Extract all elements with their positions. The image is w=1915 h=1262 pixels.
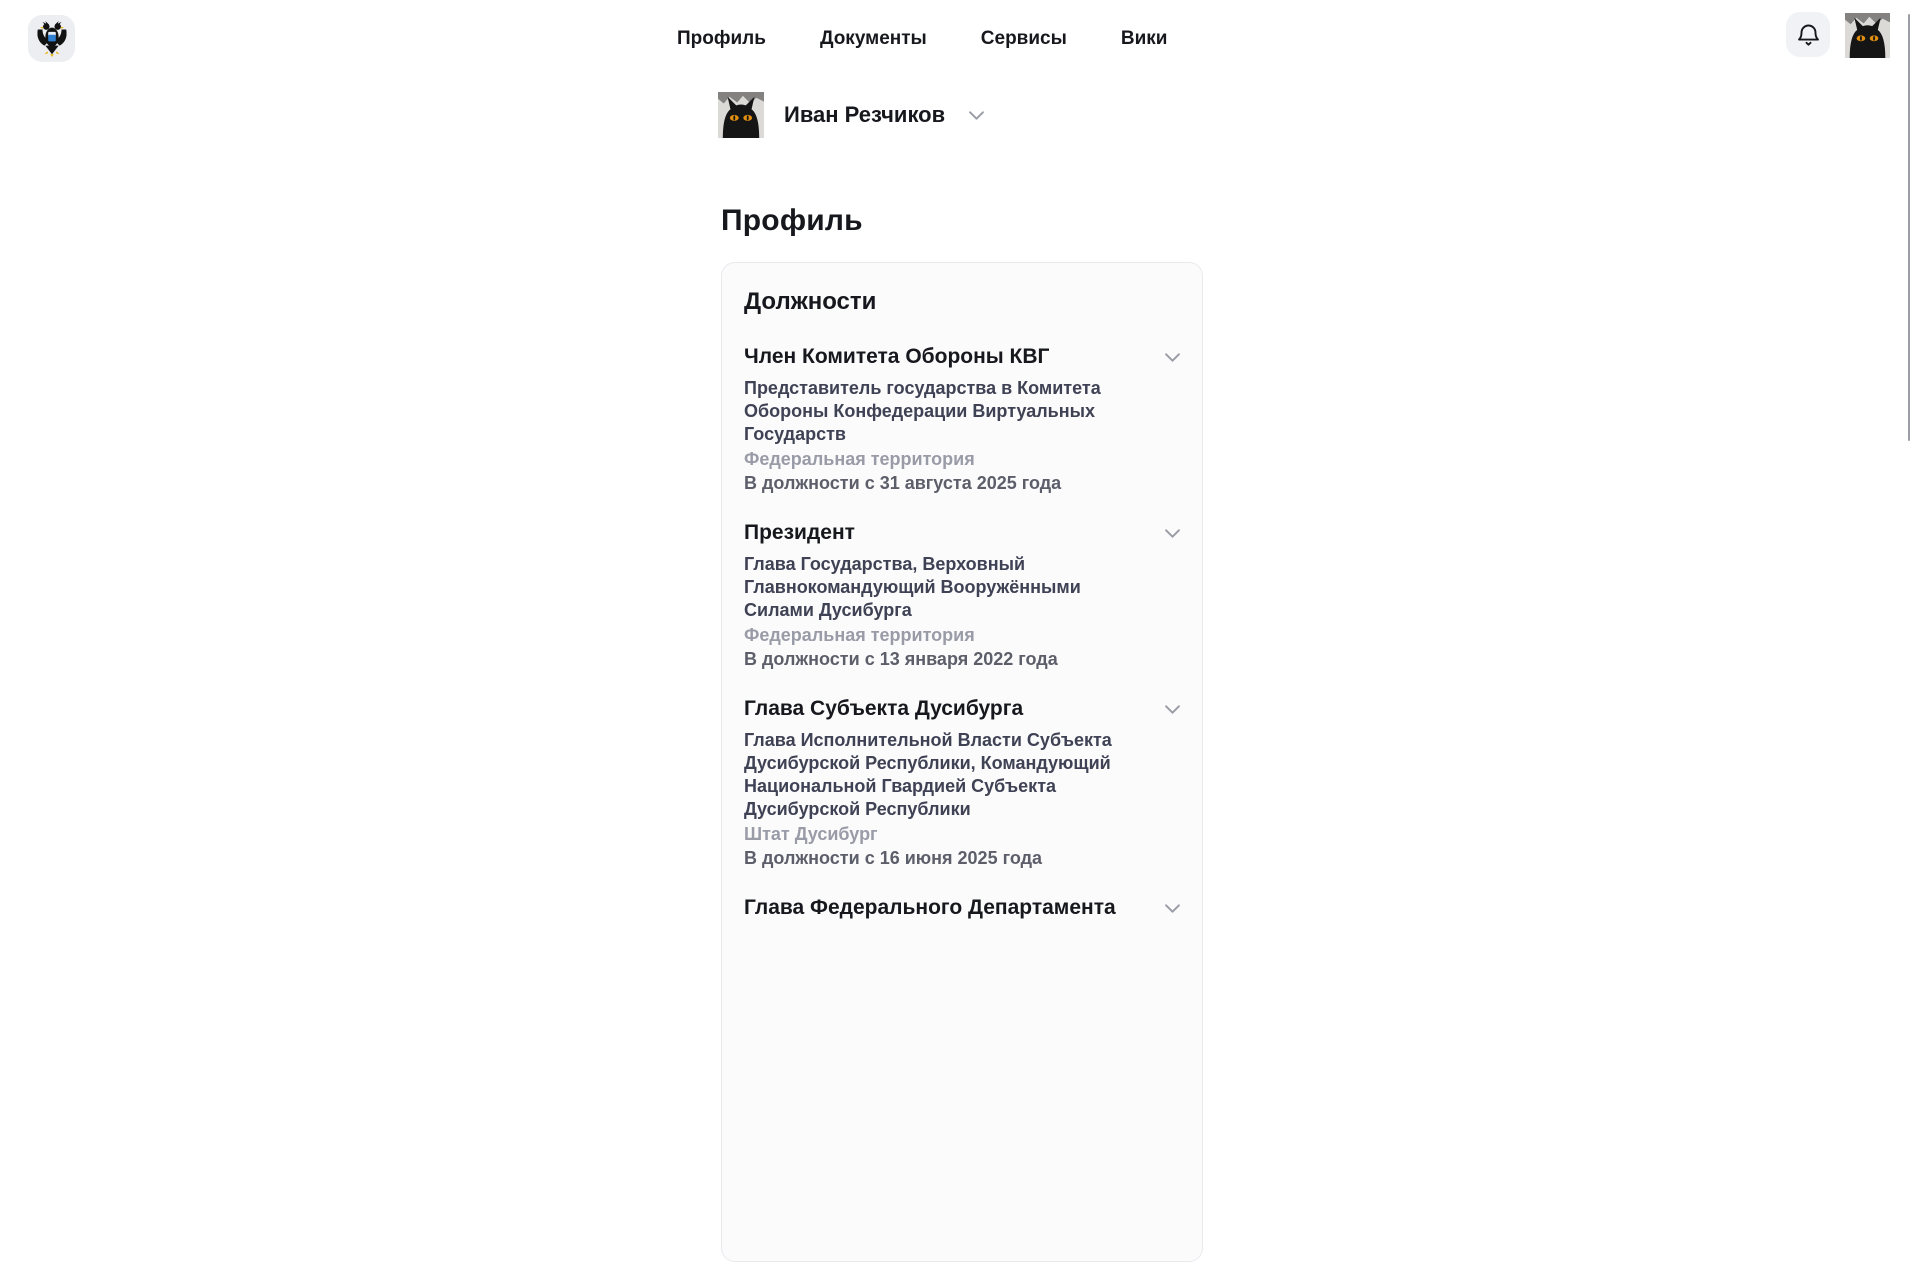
position-item	[744, 521, 1180, 671]
position-item	[744, 345, 1180, 495]
user-menu-chevron-down-icon[interactable]	[969, 111, 984, 120]
position-description: Представитель государства в Комитета Обороны Конфедерации Виртуальных Государств	[744, 378, 1101, 444]
header-user-avatar[interactable]	[1845, 13, 1890, 58]
position-title: Глава Федерального Департамента	[744, 896, 1116, 919]
position-header[interactable]	[744, 697, 1180, 721]
position-item	[744, 697, 1180, 870]
chevron-down-icon[interactable]	[1165, 529, 1180, 538]
notifications-button[interactable]	[1786, 12, 1830, 57]
chevron-down-icon[interactable]	[1165, 904, 1180, 913]
page-scrollbar[interactable]	[1908, 14, 1910, 441]
user-name: Иван Резчиков	[784, 102, 946, 127]
page-title: Профиль	[721, 204, 863, 237]
nav-item-documents[interactable]: Документы	[819, 28, 927, 49]
position-tenure: В должности с 31 августа 2025 года	[744, 473, 1062, 493]
position-territory: Федеральная территория	[744, 625, 975, 645]
position-tenure: В должности с 13 января 2022 года	[744, 649, 1058, 669]
position-territory: Штат Дусибург	[744, 824, 878, 844]
nav-item-wiki[interactable]: Вики	[1120, 28, 1168, 49]
position-item	[744, 896, 1180, 920]
position-description: Глава Государства, Верховный Главнокомандующий Вооружёнными Силами Дусибурга	[744, 554, 1081, 620]
chevron-down-icon[interactable]	[1165, 705, 1180, 714]
position-title: Глава Субъекта Дусибурга	[744, 697, 1024, 720]
chevron-down-icon[interactable]	[1165, 353, 1180, 362]
position-description: Глава Исполнительной Власти Субъекта Дусибурской Республики, Командующий Национальной Гвардией Субъекта Дусибурской Республики	[744, 730, 1112, 819]
main-navigation	[677, 8, 1167, 70]
position-header[interactable]	[744, 345, 1180, 369]
bell-icon	[1795, 21, 1822, 48]
position-header[interactable]	[744, 521, 1180, 545]
positions-card	[721, 262, 1203, 1262]
position-header[interactable]	[744, 896, 1180, 920]
eagle-emblem-icon	[33, 20, 71, 58]
position-title: Член Комитета Обороны КВГ	[744, 345, 1050, 368]
nav-item-profile[interactable]: Профиль	[677, 28, 766, 49]
positions-card-title: Должности	[744, 288, 877, 315]
nav-item-services[interactable]: Сервисы	[980, 28, 1067, 49]
position-tenure: В должности с 16 июня 2025 года	[744, 848, 1043, 868]
user-avatar	[718, 92, 764, 138]
position-territory: Федеральная территория	[744, 449, 975, 469]
site-logo-button[interactable]	[28, 15, 75, 62]
user-identity-row[interactable]	[718, 92, 984, 138]
position-title: Президент	[744, 521, 855, 544]
